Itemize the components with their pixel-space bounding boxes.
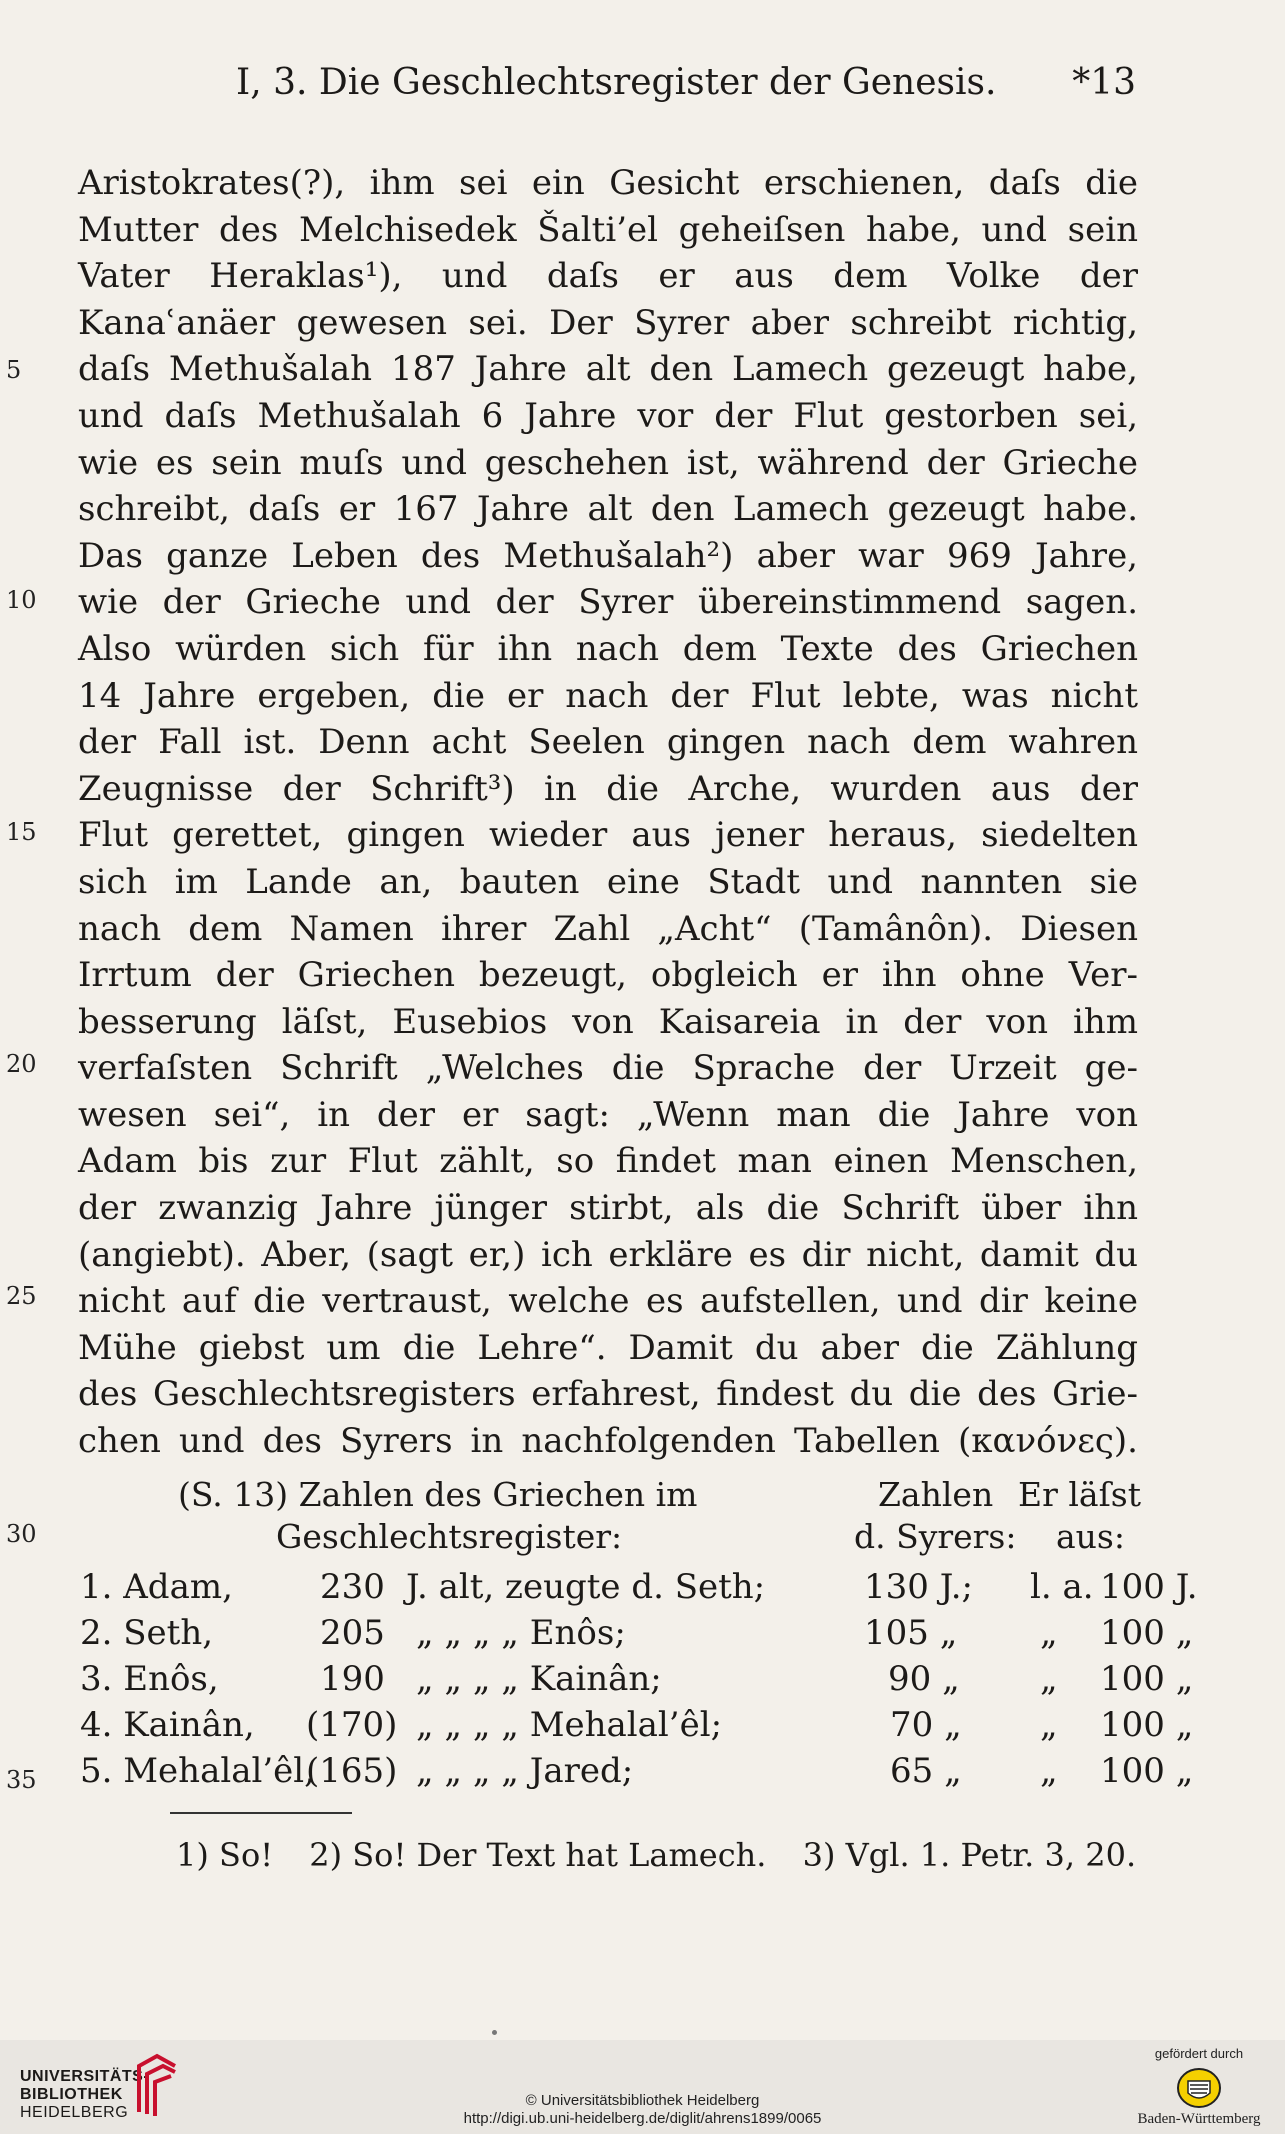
- omitted-label: „: [1040, 1751, 1058, 1791]
- syrer-age: 65 „: [890, 1751, 962, 1791]
- text-line: Adam bis zur Flut zählt, so findet man einen Menschen,: [78, 1141, 1138, 1182]
- syrer-age: 70 „: [890, 1705, 962, 1745]
- line-number: 30: [6, 1520, 37, 1548]
- patriarch-name: 2. Seth,: [80, 1613, 214, 1653]
- text-line: der zwanzig Jahre jünger stirbt, als die Schrift über ihn: [78, 1188, 1138, 1229]
- row-text: „ „ „ „ Enôs;: [416, 1613, 626, 1653]
- text-line: wesen sei“, in der er sagt: „Wenn man die Jahre von: [78, 1094, 1138, 1135]
- library-name-line3: HEIDELBERG: [20, 2104, 129, 2121]
- line-number: 15: [6, 818, 37, 846]
- text-line: Kanaʿanäer gewesen sei. Der Syrer aber schreibt richtig,: [78, 302, 1138, 343]
- row-text: „ „ „ „ Mehalal’êl;: [416, 1705, 723, 1745]
- greek-age: 230: [320, 1567, 385, 1607]
- row-text: J. alt, zeugte d. Seth;: [406, 1567, 766, 1607]
- footnote-rule: [170, 1812, 352, 1814]
- line-number: 10: [6, 586, 37, 614]
- footnote-3: 3) Vgl. 1. Petr. 3, 20.: [802, 1836, 1137, 1874]
- patriarch-name: 3. Enôs,: [80, 1659, 219, 1699]
- text-line: sich im Lande an, bauten eine Stadt und nannten sie: [78, 861, 1138, 902]
- source-url[interactable]: http://digi.ub.uni-heidelberg.de/diglit/ahrens1899/0065: [463, 2110, 822, 2127]
- text-line: schreibt, daſs er 167 Jahre alt den Lamech gezeugt habe.: [78, 489, 1138, 530]
- col-aus-heading: Er läſst: [1018, 1475, 1141, 1514]
- row-text: „ „ „ „ Jared;: [416, 1751, 634, 1791]
- syrer-age: 105 „: [864, 1613, 958, 1653]
- line-number: 35: [6, 1766, 37, 1794]
- text-line: nach dem Namen ihrer Zahl „Acht“ (Tamânôn). Diesen: [78, 908, 1138, 949]
- text-line: 14 Jahre ergeben, die er nach der Flut lebte, was nicht: [78, 675, 1138, 716]
- table-header: [178, 1474, 1178, 1558]
- col-syrer-subheading: d. Syrers:: [854, 1517, 1017, 1556]
- text-line: verfaſsten Schrift „Welches die Sprache der Urzeit ge-: [78, 1048, 1138, 1089]
- state-crest-icon: [1176, 2067, 1222, 2109]
- footnote-2: 2) So! Der Text hat Lamech.: [309, 1836, 767, 1874]
- scan-speck: [492, 2030, 497, 2035]
- line-number: 25: [6, 1282, 37, 1310]
- text-line: Aristokrates(?), ihm sei ein Gesicht erschienen, daſs die: [78, 163, 1138, 203]
- copyright-notice: [0, 2092, 1285, 2128]
- copyright-text: © Universitätsbibliothek Heidelberg: [525, 2092, 760, 2109]
- sponsor-label: gefördert durch: [1154, 2046, 1244, 2061]
- text-line: (angiebt). Aber, (sagt er,) ich erkläre es dir nicht, damit du: [78, 1234, 1138, 1275]
- text-line: chen und des Syrers in nachfolgenden Tabellen (κανόνες).: [78, 1421, 1138, 1462]
- omitted-years: 100 J.: [1100, 1567, 1198, 1607]
- patriarch-name: 1. Adam,: [80, 1567, 233, 1607]
- text-line: des Geschlechtsregisters erfahrest, findest du die des Grie-: [78, 1374, 1138, 1415]
- greek-age: (170): [306, 1705, 398, 1745]
- text-line: daſs Methušalah 187 Jahre alt den Lamech gezeugt habe,: [78, 349, 1138, 390]
- text-line: Das ganze Leben des Methušalah²) aber war 969 Jahre,: [78, 535, 1138, 576]
- omitted-years: 100 „: [1100, 1613, 1194, 1653]
- greek-age: 190: [320, 1659, 385, 1699]
- text-line: Irrtum der Griechen bezeugt, obgleich er ihn ohne Ver-: [78, 955, 1138, 996]
- text-line: besserung läſst, Eusebios von Kaisareia in der von ihm: [78, 1001, 1138, 1042]
- omitted-label: „: [1040, 1659, 1058, 1699]
- syrer-age: 130 J.;: [864, 1567, 973, 1607]
- line-number: 5: [6, 356, 22, 384]
- omitted-label: „: [1040, 1613, 1058, 1653]
- library-name-line1: UNIVERSITÄTS-: [20, 2068, 150, 2085]
- text-line: wie der Grieche und der Syrer übereinstimmend sagen.: [78, 582, 1138, 623]
- omitted-years: 100 „: [1100, 1751, 1194, 1791]
- omitted-label: l. a.: [1030, 1567, 1094, 1607]
- col-syrer-heading: Zahlen: [878, 1475, 994, 1514]
- library-name-line2: BIBLIOTHEK: [20, 2086, 123, 2103]
- greek-age: 205: [320, 1613, 385, 1653]
- syrer-age: 90 „: [888, 1659, 960, 1699]
- patriarch-name: 5. Mehalal’êl,: [80, 1751, 315, 1791]
- col-greek-heading: (S. 13) Zahlen des Griechen im: [178, 1475, 698, 1514]
- footnote-1: 1) So!: [176, 1836, 274, 1874]
- omitted-label: „: [1040, 1705, 1058, 1745]
- text-line: nicht auf die vertraust, welche es aufstellen, und dir keine: [78, 1281, 1138, 1322]
- footnotes: [176, 1836, 1162, 1874]
- text-line: Vater Heraklas¹), und daſs er aus dem Volke der: [78, 256, 1138, 297]
- text-line: wie es sein muſs und geschehen ist, während der Grieche: [78, 442, 1138, 483]
- col-aus-subheading: aus:: [1056, 1517, 1125, 1556]
- row-text: „ „ „ „ Kainân;: [416, 1659, 662, 1699]
- greek-age: (165): [306, 1751, 398, 1791]
- text-line: Also würden sich für ihn nach dem Texte des Griechen: [78, 628, 1138, 669]
- text-line: und daſs Methušalah 6 Jahre vor der Flut gestorben sei,: [78, 395, 1138, 436]
- body-text: [78, 160, 1138, 1465]
- running-header: [236, 62, 1136, 112]
- page-number: *13: [1072, 62, 1136, 103]
- omitted-years: 100 „: [1100, 1705, 1194, 1745]
- text-line: Mühe giebst um die Lehre“. Damit du aber die Zählung: [78, 1327, 1138, 1368]
- text-line: der Fall ist. Denn acht Seelen gingen nach dem wahren: [78, 722, 1138, 763]
- omitted-years: 100 „: [1100, 1659, 1194, 1699]
- text-line: Flut gerettet, gingen wieder aus jener heraus, siedelten: [78, 815, 1138, 856]
- line-number: 20: [6, 1050, 37, 1078]
- sponsor-block: [1134, 2046, 1264, 2128]
- patriarch-name: 4. Kainân,: [80, 1705, 255, 1745]
- text-line: Zeugnisse der Schrift³) in die Arche, wurden aus der: [78, 768, 1138, 809]
- header-title: I, 3. Die Geschlechtsregister der Genesis.: [236, 62, 997, 103]
- text-line: Mutter des Melchisedek Šalti’el geheiſsen habe, und sein: [78, 209, 1138, 250]
- sponsor-name: Baden-Württemberg: [1137, 2111, 1261, 2127]
- col-greek-subheading: Geschlechtsregister:: [276, 1517, 623, 1556]
